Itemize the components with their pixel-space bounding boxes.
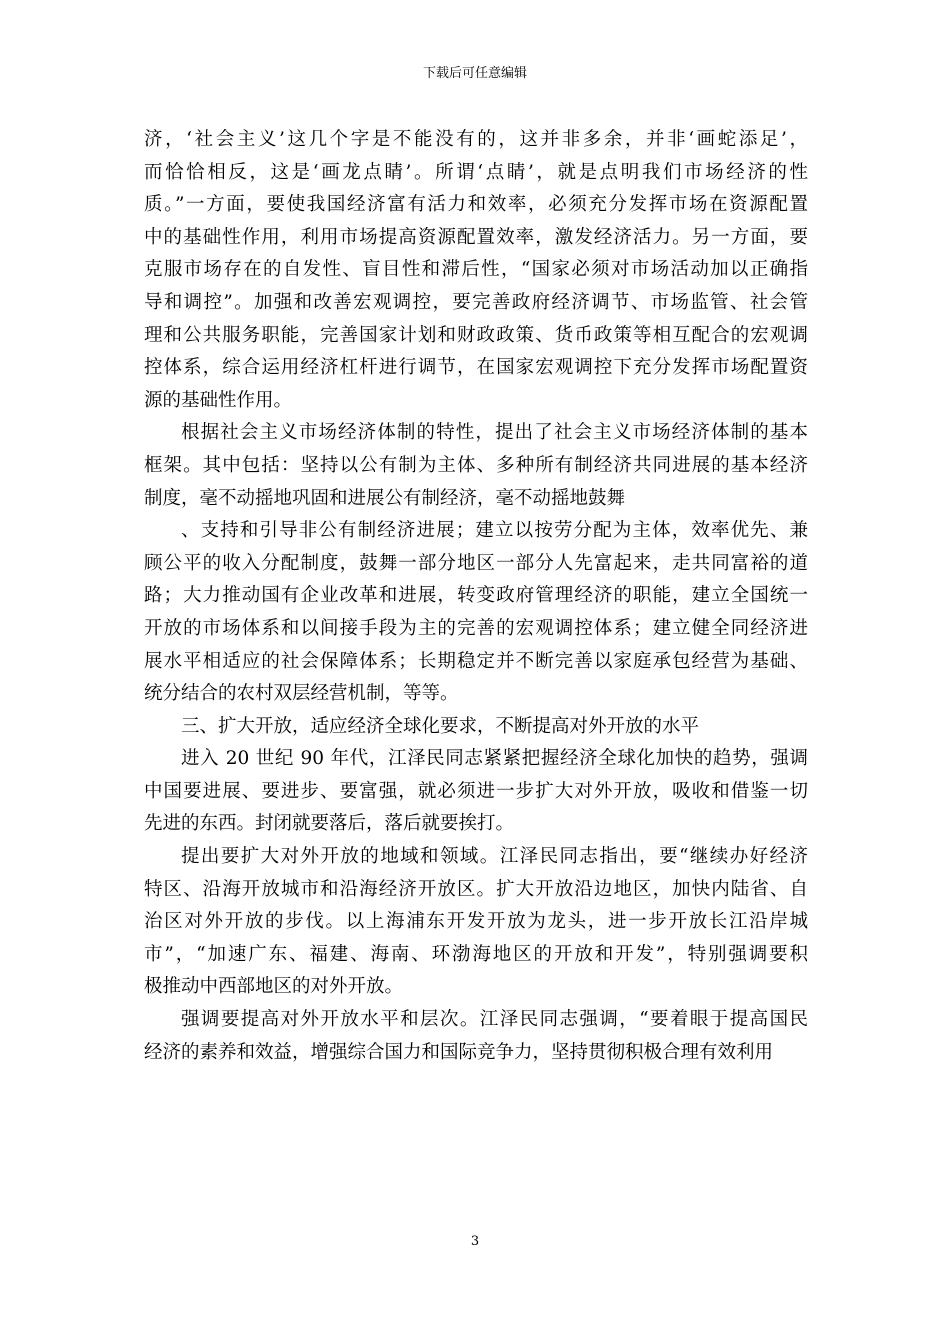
text-line: 、支持和引导非公有制经济进展；建立以按劳分配为主体，效率优先、兼 [181,520,808,542]
text-line: 路；大力推动国有企业改革和进展，转变政府管理经济的职能，建立全国统一 [144,585,808,607]
text-line: 特区、沿海开放城市和沿海经济开放区。扩大开放沿边地区，加快内陆省、自 [144,878,808,900]
page-header: 下载后可任意编辑 [422,66,527,81]
page-number: 3 [470,1234,480,1249]
text-line: 进入 20 世纪 90 年代，江泽民同志紧紧把握经济全球化加快的趋势，强调 [181,748,808,770]
text-line: 根据社会主义市场经济体制的特性，提出了社会主义市场经济体制的基本 [181,422,808,444]
text-line: 展水平相适应的社会保障体系；长期稳定并不断完善以家庭承包经营为基础、 [144,650,808,672]
paragraph [144,743,808,841]
text-line: 经济的素养和效益，增强综合国力和国际竞争力，坚持贯彻积极合理有效利用 [144,1041,774,1063]
text-line: 市”，“加速广东、福建、海南、环渤海地区的开放和开发”，特别强调要积 [144,943,808,965]
text-line: 先进的东西。封闭就要落后，落后就要挨打。 [144,813,515,835]
text-line: 中的基础性作用，利用市场提高资源配置效率，激发经济活力。另一方面，要 [144,226,808,248]
paragraph [144,1004,808,1069]
text-line: 顾公平的收入分配制度，鼓舞一部分地区一部分人先富起来，走共同富裕的道 [144,552,808,574]
text-line: 质。”一方面，要使我国经济富有活力和效率，必须充分发挥市场在资源配置 [144,194,808,216]
paragraph [144,711,808,744]
text-line: 治区对外开放的步伐。以上海浦东开发开放为龙头，进一步开放长江沿岸城 [144,911,808,933]
paragraph [144,124,808,417]
text-line: 提出要扩大对外开放的地域和领域。江泽民同志指出，要“继续办好经济 [181,846,808,868]
text-line: 控体系，综合运用经济杠杆进行调节，在国家宏观调控下充分发挥市场配置资 [144,357,808,379]
text-line: 制度，毫不动摇地巩固和进展公有制经济，毫不动摇地鼓舞 [144,487,626,509]
text-line: 三、扩大开放，适应经济全球化要求，不断提高对外开放的水平 [181,715,700,737]
text-line: 理和公共服务职能，完善国家计划和财政政策、货币政策等相互配合的宏观调 [144,324,808,346]
paragraph [144,417,808,515]
text-line: 极推动中西部地区的对外开放。 [144,976,404,998]
text-line: 强调要提高对外开放水平和层次。江泽民同志强调，“要着眼于提高国民 [181,1009,808,1031]
text-line: 源的基础性作用。 [144,389,293,411]
paragraph [144,515,808,711]
text-line: 统分结合的农村双层经营机制，等等。 [144,683,459,705]
text-line: 导和调控”。加强和改善宏观调控，要完善政府经济调节、市场监管、社会管 [144,291,808,313]
text-line: 而恰恰相反，这是‘画龙点睛’。所谓‘点睛’，就是点明我们市场经济的性 [144,161,808,183]
text-line: 中国要进展、要进步、要富强，就必须进一步扩大对外开放，吸收和借鉴一切 [144,780,808,802]
paragraph [144,841,808,1004]
text-line: 开放的市场体系和以间接手段为主的完善的宏观调控体系；建立健全同经济进 [144,617,808,639]
text-line: 济，‘社会主义’这几个字是不能没有的，这并非多余，并非‘画蛇添足’， [144,129,808,150]
text-line: 框架。其中包括：坚持以公有制为主体、多种所有制经济共同进展的基本经济 [144,454,808,476]
text-line: 克服市场存在的自发性、盲目性和滞后性，“国家必须对市场活动加以正确指 [144,259,808,281]
body-text [144,124,808,1069]
